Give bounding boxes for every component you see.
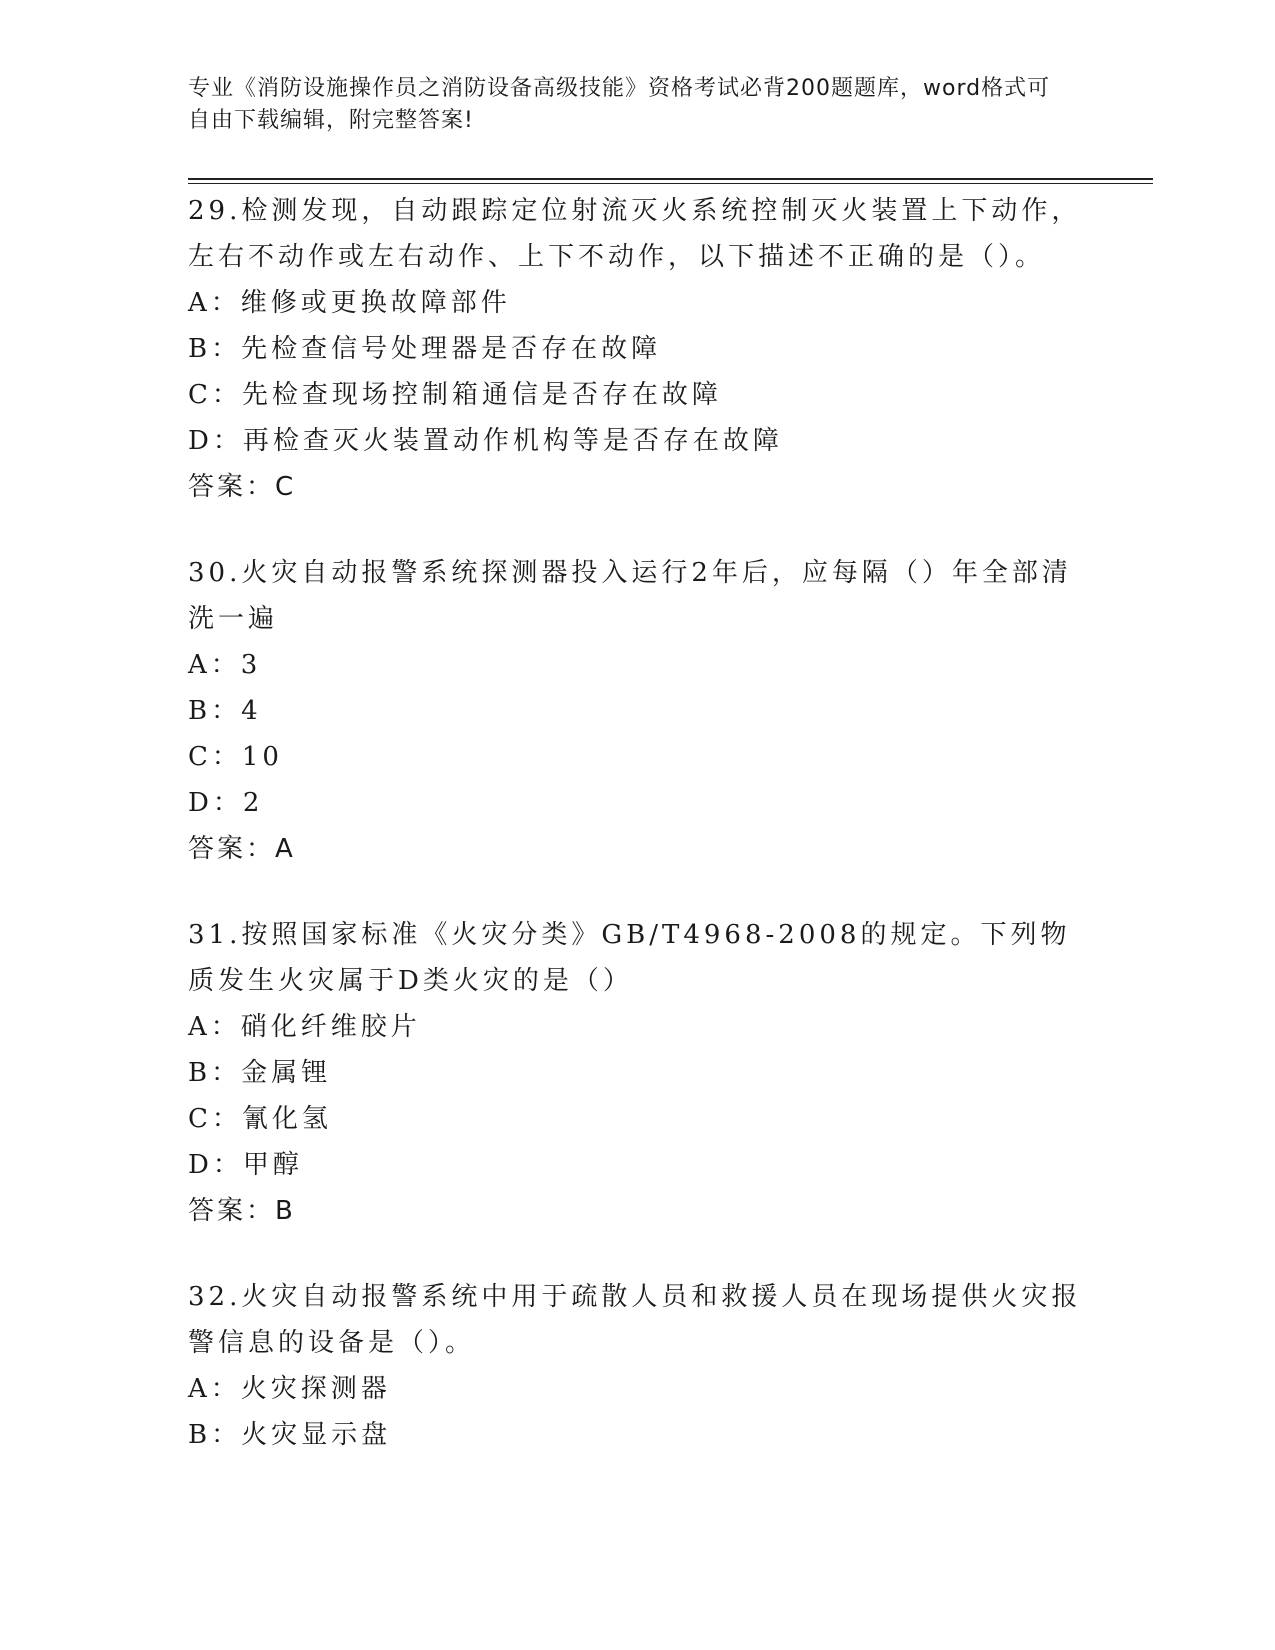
question-stem: 29.检测发现，自动跟踪定位射流灭火系统控制灭火装置上下动作，左右不动作或左右动作、上下不动作，以下描述不正确的是（）。 — [188, 196, 1082, 272]
option-b: B：4 — [188, 696, 262, 726]
option-c: C：先检查现场控制箱通信是否存在故障 — [188, 380, 722, 410]
option-b: B：先检查信号处理器是否存在故障 — [188, 334, 662, 364]
option-c: C：氰化氢 — [188, 1104, 332, 1134]
question-stem: 32.火灾自动报警系统中用于疏散人员和救援人员在现场提供火灾报警信息的设备是（）。 — [188, 1282, 1082, 1358]
header-divider-thin — [188, 183, 1153, 184]
option-c: C：10 — [188, 742, 283, 772]
option-d: D：再检查灭火装置动作机构等是否存在故障 — [188, 426, 783, 456]
answer-line: 答案：C — [188, 472, 297, 502]
question-29 — [188, 188, 1088, 510]
option-b: B：火灾显示盘 — [188, 1420, 392, 1450]
answer-line: 答案：A — [188, 834, 296, 864]
answer-line: 答案：B — [188, 1196, 296, 1226]
option-b: B：金属锂 — [188, 1058, 332, 1088]
question-list — [188, 188, 1088, 1498]
option-d: D：甲醇 — [188, 1150, 303, 1180]
question-32 — [188, 1274, 1088, 1458]
question-31 — [188, 912, 1088, 1234]
option-a: A：火灾探测器 — [188, 1374, 391, 1404]
question-stem: 31.按照国家标准《火灾分类》GB/T4968-2008的规定。下列物质发生火灾属于D类火灾的是（） — [188, 920, 1071, 996]
option-a: A：3 — [188, 650, 262, 680]
header-divider-thick — [188, 178, 1153, 180]
page-header: 专业《消防设施操作员之消防设备高级技能》资格考试必背200题题库，word格式可自由下载编辑，附完整答案! — [188, 76, 1051, 133]
option-d: D：2 — [188, 788, 264, 818]
question-stem: 30.火灾自动报警系统探测器投入运行2年后，应每隔（）年全部清洗一遍 — [188, 558, 1072, 634]
option-a: A：维修或更换故障部件 — [188, 288, 511, 318]
option-a: A：硝化纤维胶片 — [188, 1012, 421, 1042]
question-30 — [188, 550, 1088, 872]
